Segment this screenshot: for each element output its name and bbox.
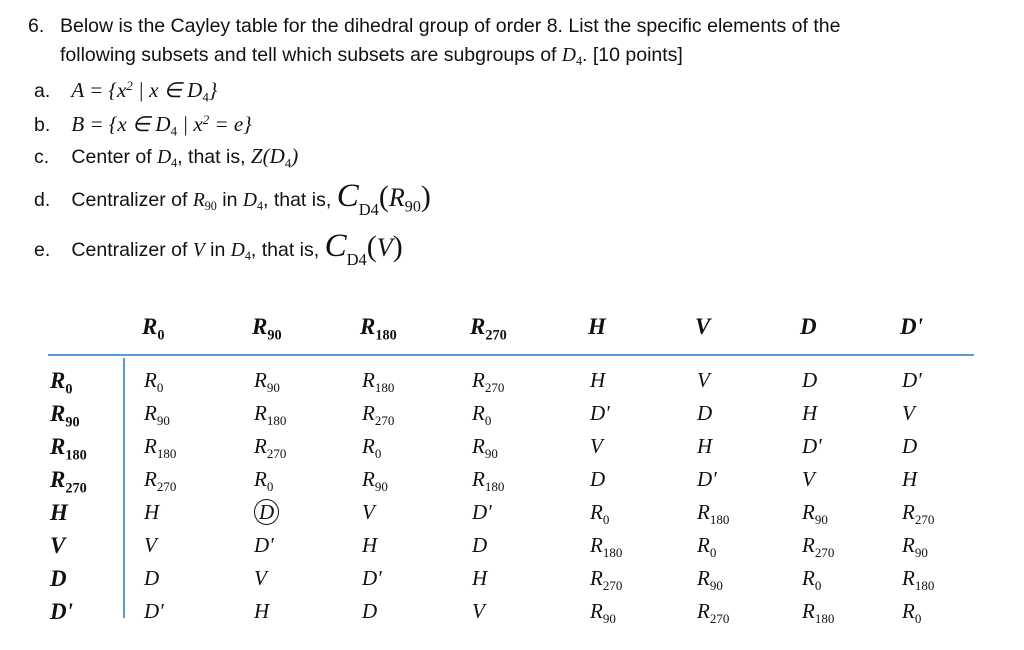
table-cell: D' xyxy=(590,401,610,425)
table-cell: H xyxy=(802,401,818,425)
row-header: H xyxy=(50,500,68,525)
table-cell: $R_{180}$ xyxy=(472,467,505,495)
table-cell: D xyxy=(697,401,713,425)
part-a-label: a. xyxy=(34,80,51,103)
table-cell: V xyxy=(362,500,375,524)
table-cell xyxy=(254,500,279,525)
column-header: D xyxy=(800,314,817,339)
table-cell: $R_{90}$ xyxy=(902,533,928,561)
table-cell: $R_{90}$ xyxy=(802,500,828,528)
row-header: $R_0$ xyxy=(50,368,73,398)
table-cell: H xyxy=(362,533,378,557)
table-cell: $R_{90}$ xyxy=(472,434,498,462)
table-cell: D' xyxy=(902,368,922,392)
table-cell: D' xyxy=(362,566,382,590)
table-cell: V xyxy=(802,467,815,491)
column-header: H xyxy=(588,314,606,339)
table-cell: $R_{270}$ xyxy=(902,500,935,528)
table-header-divider xyxy=(48,354,974,356)
table-cell: $R_{270}$ xyxy=(697,599,730,627)
row-header: $R_{180}$ xyxy=(50,434,87,464)
table-cell: D xyxy=(802,368,818,392)
points: . [10 points] xyxy=(582,44,683,66)
row-header: V xyxy=(50,533,66,558)
table-cell: V xyxy=(144,533,157,557)
table-cell: D' xyxy=(254,533,274,557)
part-e-label: e. xyxy=(34,239,51,261)
part-c: c. Center of $D_4$, that is, $Z(D_4)$ xyxy=(34,144,299,171)
table-cell: D xyxy=(144,566,160,590)
part-c-label: c. xyxy=(34,146,50,168)
column-header: $R_0$ xyxy=(142,314,165,344)
part-d-label: d. xyxy=(34,189,51,211)
table-cell: H xyxy=(144,500,160,524)
part-e: e. Centralizer of V in $D_4$, that is, $C_{D4}(V)$ xyxy=(34,228,403,270)
row-header: D' xyxy=(50,599,73,624)
column-header: $R_{180}$ xyxy=(360,314,397,344)
table-cell: V xyxy=(472,599,485,623)
table-cell: V xyxy=(590,434,603,458)
column-header: V xyxy=(695,314,711,339)
table-cell: $R_{180}$ xyxy=(697,500,730,528)
circled-cell: D xyxy=(254,499,279,525)
table-cell: H xyxy=(472,566,488,590)
table-cell: D' xyxy=(802,434,822,458)
table-cell: D' xyxy=(144,599,164,623)
table-cell: $R_0$ xyxy=(472,401,492,429)
table-cell: $R_{270}$ xyxy=(144,467,177,495)
table-cell: V xyxy=(902,401,915,425)
table-cell: $R_0$ xyxy=(144,368,164,396)
table-cell: $R_{270}$ xyxy=(472,368,505,396)
table-cell: H xyxy=(902,467,918,491)
table-cell: $R_{90}$ xyxy=(144,401,170,429)
question-number: 6. xyxy=(28,15,45,37)
column-header: $R_{90}$ xyxy=(252,314,282,344)
row-header: $R_{270}$ xyxy=(50,467,87,497)
table-cell: H xyxy=(697,434,713,458)
table-cell: $R_{90}$ xyxy=(254,368,280,396)
column-header: D' xyxy=(900,314,923,339)
part-b-formula: B = {x ∈ $D_4$ | $x^2 = e$} xyxy=(71,112,252,139)
table-cell: H xyxy=(590,368,606,392)
table-cell: $R_{270}$ xyxy=(590,566,623,594)
table-cell: $R_{90}$ xyxy=(362,467,388,495)
table-cell: $R_{180}$ xyxy=(902,566,935,594)
table-cell: $R_0$ xyxy=(902,599,922,627)
question-line-2-text: following subsets and tell which subsets are subgroups of xyxy=(60,44,557,66)
table-cell: D xyxy=(472,533,488,557)
table-row-label-divider xyxy=(123,358,125,618)
table-cell: $R_{270}$ xyxy=(802,533,835,561)
row-header: D xyxy=(50,566,67,591)
table-cell: $R_{180}$ xyxy=(802,599,835,627)
part-a-formula: $A = \{x^2$ | x ∈ $D_4$} xyxy=(71,78,218,105)
table-cell: $R_{180}$ xyxy=(254,401,287,429)
table-cell: H xyxy=(254,599,270,623)
group-symbol: $D_4$ xyxy=(561,45,583,69)
part-b-label: b. xyxy=(34,114,51,137)
table-cell: D' xyxy=(472,500,492,524)
question-line-1: Below is the Cayley table for the dihedral group of order 8. List the specific elements of the xyxy=(60,15,841,37)
table-cell: D' xyxy=(697,467,717,491)
table-cell: D xyxy=(362,599,378,623)
table-cell: V xyxy=(254,566,267,590)
table-cell: $R_0$ xyxy=(362,434,382,462)
table-cell: D xyxy=(902,434,918,458)
part-d: d. Centralizer of $R_{90}$ in $D_4$, that is, $C_{D4}(R_{90})$ xyxy=(34,178,431,220)
table-cell: $R_{90}$ xyxy=(697,566,723,594)
table-cell: $R_0$ xyxy=(697,533,717,561)
table-cell: $R_{180}$ xyxy=(362,368,395,396)
table-cell: $R_{180}$ xyxy=(590,533,623,561)
row-header: $R_{90}$ xyxy=(50,401,80,431)
table-cell: $R_{270}$ xyxy=(254,434,287,462)
table-cell: $R_{90}$ xyxy=(590,599,616,627)
column-header: $R_{270}$ xyxy=(470,314,507,344)
table-cell: $R_0$ xyxy=(254,467,274,495)
table-cell: D xyxy=(590,467,606,491)
table-cell: $R_0$ xyxy=(590,500,610,528)
table-cell: $R_{270}$ xyxy=(362,401,395,429)
table-cell: $R_{180}$ xyxy=(144,434,177,462)
table-cell: V xyxy=(697,368,710,392)
table-cell: $R_0$ xyxy=(802,566,822,594)
